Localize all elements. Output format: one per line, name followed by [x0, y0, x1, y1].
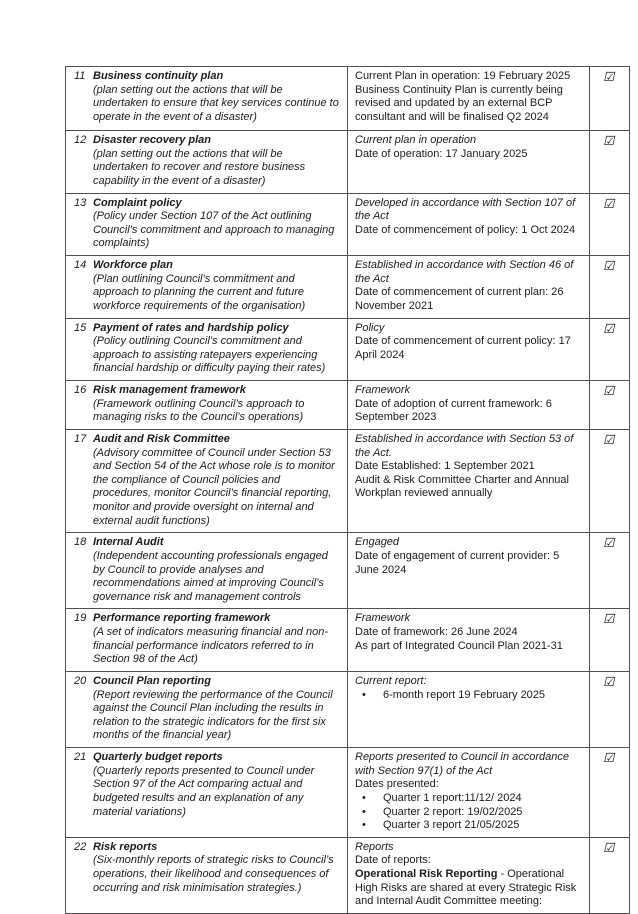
- item-flex: [74, 134, 339, 189]
- detail-cell: [348, 318, 590, 381]
- bullet-item: • Quarter 3 report 21/05/2025: [355, 819, 583, 833]
- detail-cell: [348, 533, 590, 609]
- item-text-block: [93, 70, 339, 125]
- detail-paragraph: Framework: [355, 612, 411, 625]
- item-description: (Quarterly reports presented to Council under Section 97 of the Act comparing actual and budgeted results and an explanation of any material variations): [93, 764, 315, 818]
- bullet-item: • Quarter 2 report: 19/02/2025: [355, 806, 583, 820]
- checked-box-icon: ☑: [602, 134, 617, 148]
- item-flex: [74, 433, 339, 528]
- item-number: 17: [74, 432, 87, 445]
- item-description: (Six-monthly reports of strategic risks to Council’s operations, their likelihood and consequences of occurring and risk minimisation strategies.): [93, 854, 334, 894]
- detail-bullet-list: [355, 792, 583, 833]
- item-description: (A set of indicators measuring financial and non-financial performance indicators referred to in Section 98 of the Act): [93, 626, 328, 666]
- checkbox-cell: [590, 671, 630, 747]
- checkbox-cell: [590, 131, 630, 194]
- detail-paragraph: Date of commencement of current policy: 17 April 2024: [355, 335, 571, 361]
- detail-lead-bold: Operational Risk Reporting: [355, 868, 498, 880]
- table-row: [66, 193, 630, 256]
- item-flex: [74, 70, 339, 125]
- checked-box-icon: ☑: [602, 384, 617, 398]
- detail-paragraph: Date of engagement of current provider: 5 June 2024: [355, 549, 560, 576]
- checkbox-cell: [590, 533, 630, 609]
- item-flex: [74, 536, 339, 604]
- item-cell: [66, 67, 348, 131]
- bullet-item: • Quarter 1 report:11/12/ 2024: [355, 792, 583, 806]
- item-cell: [66, 381, 348, 430]
- item-cell: [66, 256, 348, 319]
- item-number: 12: [74, 134, 87, 146]
- checkbox-cell: [590, 429, 630, 532]
- item-flex: [74, 675, 339, 743]
- detail-paragraph: Date of reports:: [355, 854, 431, 867]
- detail-paragraph: Date of operation: 17 January 2025: [355, 147, 528, 160]
- table-row: [66, 429, 630, 532]
- item-number: 13: [74, 196, 87, 209]
- detail-cell: [348, 671, 590, 747]
- detail-paragraph: Reports: [355, 840, 394, 853]
- item-number: 19: [74, 612, 87, 625]
- detail-paragraph: Current Plan in operation: 19 February 2025: [355, 70, 571, 82]
- checkbox-cell: [590, 609, 630, 672]
- item-description: (plan setting out the actions that will be undertaken to ensure that key services continue to operate in the event of a disaster): [93, 83, 339, 123]
- item-title: Disaster recovery plan: [93, 134, 212, 146]
- detail-paragraph: Dates presented:: [355, 778, 439, 791]
- detail-paragraph: Current plan in operation: [355, 134, 477, 146]
- checkbox-cell: [590, 67, 630, 131]
- item-flex: [74, 384, 339, 425]
- detail-paragraph: Date Established: 1 September 2021: [355, 460, 535, 473]
- item-title: Workforce plan: [93, 259, 173, 271]
- detail-lead-rest: - Operational High Risks are shared at every Strategic Risk and Internal Audit Committee meeting:: [355, 868, 577, 908]
- detail-paragraph: Date of framework: 26 June 2024: [355, 626, 518, 638]
- item-cell: [66, 533, 348, 609]
- table-row: [66, 67, 630, 131]
- item-description: (Framework outlining Council’s approach to managing risks to the Council’s operations): [93, 397, 305, 424]
- item-cell: [66, 131, 348, 194]
- checkbox-cell: [590, 256, 630, 319]
- table-row: [66, 609, 630, 672]
- checked-box-icon: ☑: [602, 70, 617, 84]
- checked-box-icon: ☑: [602, 751, 617, 765]
- item-title: Internal Audit: [93, 536, 164, 549]
- bullet-item: • 6-month report 19 February 2025: [355, 689, 583, 703]
- item-cell: [66, 193, 348, 256]
- detail-paragraph: Established in accordance with Section 53 of the Act.: [355, 432, 574, 459]
- detail-paragraph: Audit & Risk Committee Charter and Annual Workplan reviewed annually: [355, 473, 569, 500]
- item-cell: [66, 318, 348, 381]
- detail-cell: [348, 837, 590, 913]
- item-title: Quarterly budget reports: [93, 751, 223, 763]
- item-text-block: [93, 536, 339, 604]
- checkbox-cell: [590, 318, 630, 381]
- detail-paragraph: Current report:: [355, 674, 427, 687]
- detail-paragraph: As part of Integrated Council Plan 2021-31: [355, 639, 563, 652]
- item-cell: [66, 837, 348, 913]
- detail-cell: [348, 193, 590, 256]
- detail-cell: [348, 256, 590, 319]
- table-row: [66, 837, 630, 913]
- detail-paragraph: Reports presented to Council in accordance with Section 97(1) of the Act: [355, 751, 570, 777]
- detail-paragraph: Established in accordance with Section 46 of the Act: [355, 259, 574, 285]
- item-flex: [74, 841, 339, 896]
- detail-paragraph: Date of adoption of current framework: 6 September 2023: [355, 397, 552, 424]
- item-flex: [74, 197, 339, 252]
- detail-bullet-list: [355, 689, 583, 703]
- detail-cell: [348, 131, 590, 194]
- compliance-items-table: [65, 66, 630, 914]
- checked-box-icon: ☑: [602, 259, 617, 273]
- item-description: (plan setting out the actions that will be undertaken to recover and restore business capability in the event of a disaster): [93, 147, 306, 187]
- table-row: [66, 256, 630, 319]
- item-title: Business continuity plan: [93, 70, 224, 82]
- item-description: (Policy outlining Council’s commitment and approach to assisting ratepayers experiencing financial hardship or difficulty paying their rates): [93, 335, 326, 375]
- item-text-block: [93, 675, 339, 743]
- item-text-block: [93, 433, 339, 528]
- detail-cell: [348, 609, 590, 672]
- item-title: Payment of rates and hardship policy: [93, 321, 289, 334]
- item-title: Performance reporting framework: [93, 612, 271, 625]
- item-number: 15: [74, 321, 87, 334]
- item-text-block: [93, 259, 339, 314]
- checked-box-icon: ☑: [602, 432, 617, 447]
- item-text-block: [93, 384, 339, 425]
- item-number: 16: [74, 384, 87, 396]
- table-row: [66, 131, 630, 194]
- checkbox-cell: [590, 193, 630, 256]
- item-number: 22: [74, 840, 87, 853]
- detail-cell: [348, 381, 590, 430]
- checked-box-icon: ☑: [602, 840, 617, 855]
- item-description: (Report reviewing the performance of the Council against the Council Plan including the results in relation to the strategic indicators for the first six months of the financial year): [93, 688, 333, 742]
- item-number: 14: [74, 259, 87, 271]
- detail-paragraph: Business Continuity Plan is currently being revised and updated by an external BCP consultant and will be finalised Q2 2024: [355, 83, 563, 123]
- item-text-block: [93, 197, 339, 252]
- item-flex: [74, 751, 339, 819]
- detail-paragraph: [355, 868, 583, 909]
- item-title: Risk management framework: [93, 384, 246, 396]
- item-text-block: [93, 841, 339, 896]
- detail-paragraph: Date of commencement of current plan: 26 November 2021: [355, 286, 564, 312]
- table-row: [66, 748, 630, 838]
- item-text-block: [93, 134, 339, 189]
- checked-box-icon: ☑: [602, 674, 617, 689]
- item-title: Complaint policy: [93, 196, 182, 209]
- item-flex: [74, 612, 339, 667]
- checked-box-icon: ☑: [602, 196, 617, 211]
- detail-paragraph: Developed in accordance with Section 107 of the Act: [355, 196, 576, 223]
- item-title: Audit and Risk Committee: [93, 432, 230, 445]
- checked-box-icon: ☑: [602, 612, 617, 627]
- item-text-block: [93, 751, 339, 819]
- checked-box-icon: ☑: [602, 321, 617, 336]
- item-number: 11: [74, 70, 86, 82]
- item-description: (Policy under Section 107 of the Act outlining Council’s commitment and approach to managing complaints): [93, 210, 335, 250]
- item-cell: [66, 671, 348, 747]
- detail-paragraph: Policy: [355, 321, 385, 334]
- item-flex: [74, 322, 339, 377]
- detail-cell: [348, 748, 590, 838]
- item-text-block: [93, 322, 339, 377]
- table-row: [66, 533, 630, 609]
- checkbox-cell: [590, 837, 630, 913]
- item-description: (Advisory committee of Council under Section 53 and Section 54 of the Act whose role is to monitor the compliance of Council policies and procedures, monitor Council’s financial reporting, monitor and provide oversight on internal and external audit functions): [93, 446, 335, 527]
- table-body: [66, 67, 630, 914]
- item-cell: [66, 429, 348, 532]
- item-description: (Independent accounting professionals engaged by Council to provide analyses and recommendations aimed at improving Council’s governance risk and management controls: [93, 549, 328, 603]
- item-description: (Plan outlining Council’s commitment and approach to planning the current and future workforce requirements of the organisation): [93, 272, 306, 312]
- item-cell: [66, 609, 348, 672]
- detail-paragraph: Date of commencement of policy: 1 Oct 2024: [355, 223, 576, 236]
- detail-paragraph: Engaged: [355, 536, 400, 549]
- detail-cell: [348, 429, 590, 532]
- item-title: Council Plan reporting: [93, 674, 211, 687]
- checkbox-cell: [590, 748, 630, 838]
- item-number: 18: [74, 536, 87, 549]
- item-flex: [74, 259, 339, 314]
- detail-paragraph: Framework: [355, 384, 411, 396]
- item-title: Risk reports: [93, 840, 158, 853]
- item-text-block: [93, 612, 339, 667]
- detail-cell: [348, 67, 590, 131]
- item-number: 21: [74, 751, 87, 763]
- checked-box-icon: ☑: [602, 536, 617, 551]
- table-row: [66, 671, 630, 747]
- checkbox-cell: [590, 381, 630, 430]
- item-cell: [66, 748, 348, 838]
- table-row: [66, 381, 630, 430]
- item-number: 20: [74, 674, 87, 687]
- table-row: [66, 318, 630, 381]
